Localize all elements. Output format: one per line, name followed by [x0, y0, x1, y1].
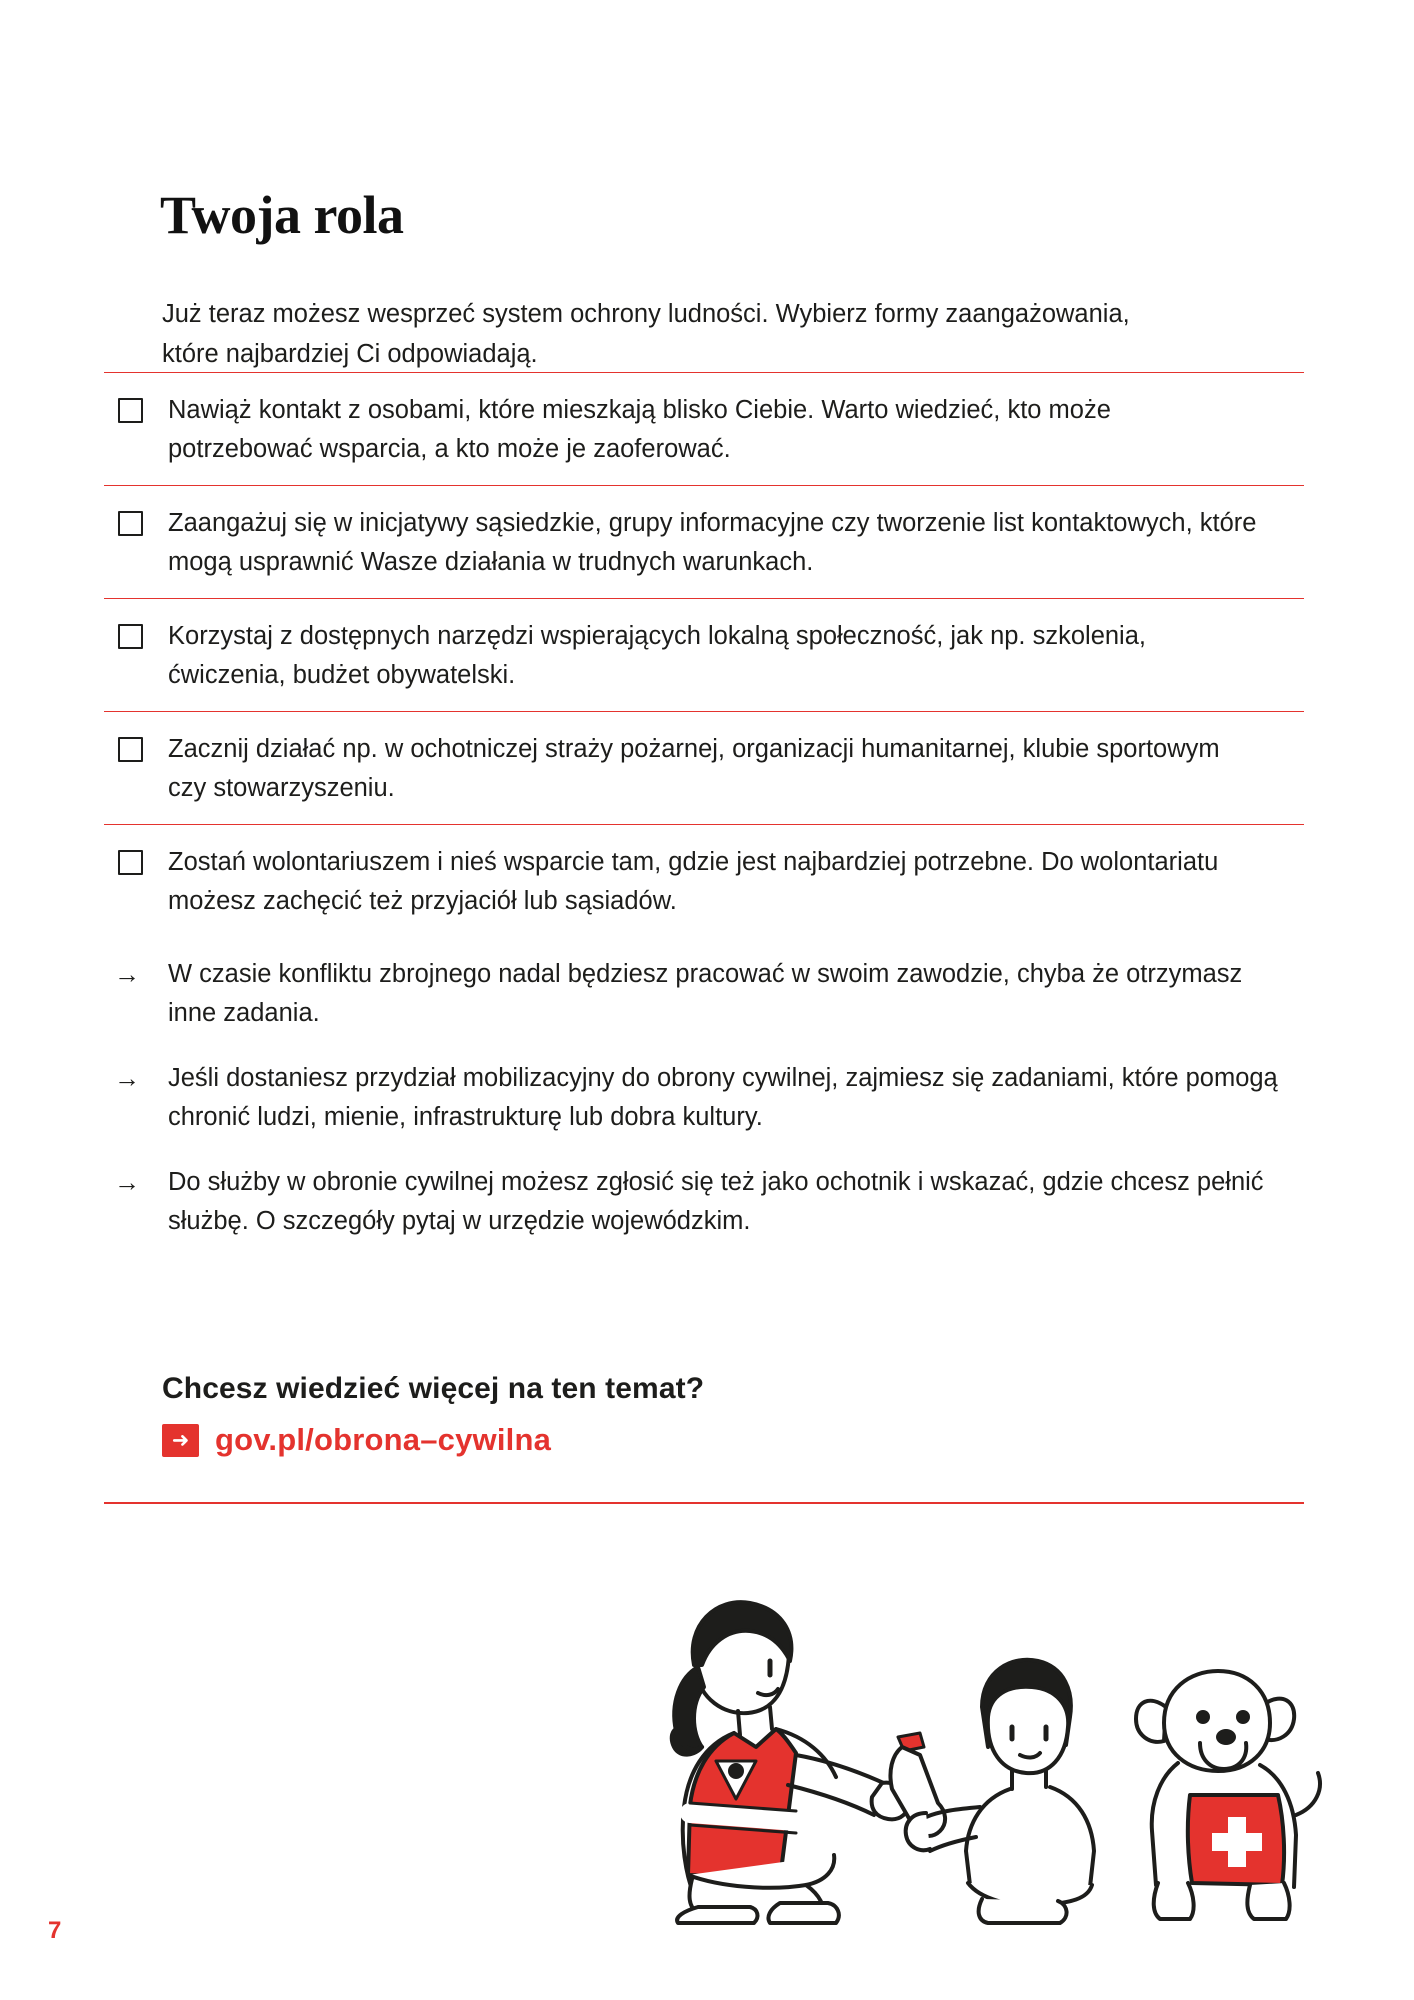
checkbox-icon[interactable]: [118, 511, 143, 536]
arrow-right-icon: →: [114, 959, 140, 989]
checkbox-icon[interactable]: [118, 737, 143, 762]
arrow-note: [104, 955, 1314, 1033]
illustration-rescuer-child-dog: [630, 1455, 1330, 1925]
checklist-item-label: Zacznij działać np. w ochotniczej straży pożarnej, organizacji humanitarnej, klubie sportowym czy stowarzyszeniu.: [168, 735, 1220, 802]
arrow-note-text: Jeśli dostaniesz przydział mobilizacyjny do obrony cywilnej, zajmiesz się zadaniami, które pomogą chronić ludzi, mienie, infrastrukturę lub dobra kultury.: [168, 1064, 1278, 1131]
arrow-note-text: Do służby w obronie cywilnej możesz zgłosić się też jako ochotnik i wskazać, gdzie chcesz pełnić służbę. O szczegóły pytaj w urzędzie wojewódzkim.: [168, 1168, 1264, 1235]
cta-heading: Chcesz wiedzieć więcej na ten temat?: [162, 1372, 705, 1405]
checkbox-icon[interactable]: [118, 850, 143, 875]
checklist-item[interactable]: [104, 372, 1304, 485]
checklist-item-label: Korzystaj z dostępnych narzędzi wspierających lokalną społeczność, jak np. szkolenia, ćwiczenia, budżet obywatelski.: [168, 622, 1146, 689]
checklist-item-label: Zostań wolontariuszem i nieś wsparcie tam, gdzie jest najbardziej potrzebne. Do wolontariatu możesz zachęcić też przyjaciół lub sąsiadów.: [168, 848, 1219, 915]
checklist-item[interactable]: [104, 824, 1304, 937]
checklist-item-label: Nawiąż kontakt z osobami, które mieszkają blisko Ciebie. Warto wiedzieć, kto może potrzebować wsparcia, a kto może je zaoferować.: [168, 396, 1111, 463]
page-number: 7: [48, 1917, 62, 1944]
arrow-note: [104, 1059, 1314, 1137]
arrow-right-icon: →: [114, 1167, 140, 1197]
arrow-note-list: [104, 955, 1314, 1267]
arrow-right-icon: ➜: [162, 1424, 199, 1457]
cta-link-row[interactable]: [162, 1422, 1262, 1458]
checklist: [104, 372, 1304, 937]
arrow-right-icon: →: [114, 1063, 140, 1093]
checklist-item[interactable]: [104, 485, 1304, 598]
checklist-item[interactable]: [104, 711, 1304, 824]
checkbox-icon[interactable]: [118, 624, 143, 649]
checkbox-icon[interactable]: [118, 398, 143, 423]
page-title: Twoja rola: [160, 185, 404, 246]
intro-paragraph: Już teraz możesz wesprzeć system ochrony ludności. Wybierz formy zaangażowania, które najbardziej Ci odpowiadają.: [162, 299, 1130, 368]
cta-link[interactable]: gov.pl/obrona–cywilna: [215, 1422, 552, 1457]
checklist-item[interactable]: [104, 598, 1304, 711]
checklist-item-label: Zaangażuj się w inicjatywy sąsiedzkie, grupy informacyjne czy tworzenie list kontaktowych, które mogą usprawnić Wasze działania w trudnych warunkach.: [168, 509, 1257, 576]
arrow-note: [104, 1163, 1314, 1241]
arrow-note-text: W czasie konfliktu zbrojnego nadal będziesz pracować w swoim zawodzie, chyba że otrzymasz inne zadania.: [168, 960, 1243, 1027]
cta-block: [162, 1372, 1262, 1458]
